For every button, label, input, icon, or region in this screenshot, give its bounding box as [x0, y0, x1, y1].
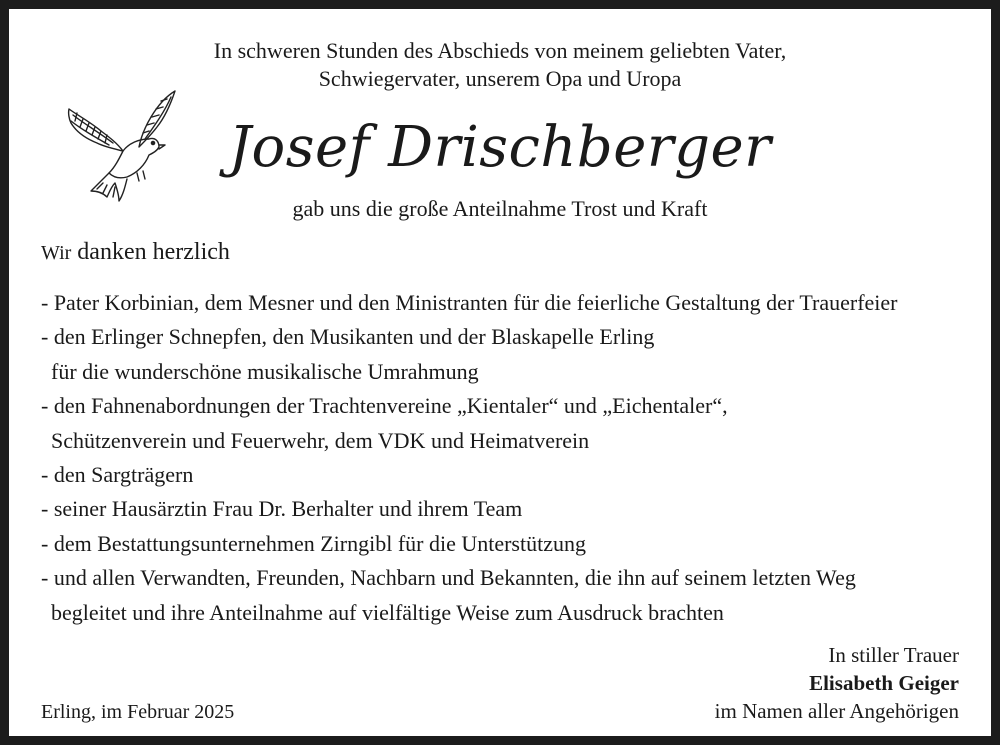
signature-line-3: im Namen aller Angehörigen: [714, 699, 959, 723]
subline: gab uns die große Anteilnahme Trost und Kraft: [292, 196, 708, 221]
list-item-continuation: für die wunderschöne musikalische Umrahmung: [51, 358, 479, 384]
signature-line-1: In stiller Trauer: [828, 643, 959, 667]
list-item: - den Fahnenabordnungen der Trachtenvereine „Kientaler“ und „Eichentaler“,: [41, 393, 728, 419]
place-date: Erling, im Februar 2025: [41, 701, 235, 723]
list-item: - dem Bestattungsunternehmen Zirngibl für die Unterstützung: [41, 530, 586, 556]
thanks-heading: [41, 237, 230, 268]
list-item-continuation: begleitet und ihre Anteilnahme auf vielfältige Weise zum Ausdruck brachten: [51, 599, 724, 625]
deceased-name: Josef Drischberger: [228, 115, 772, 180]
intro-text: [69, 37, 931, 93]
dove-icon: [57, 87, 187, 209]
list-item-continuation: Schützenverein und Feuerwehr, dem VDK und Heimatverein: [51, 427, 590, 453]
list-item: - seiner Hausärztin Frau Dr. Berhalter und ihrem Team: [41, 496, 523, 522]
thanks-text: danken herzlich: [77, 239, 230, 265]
list-item: - und allen Verwandten, Freunden, Nachbarn und Bekannten, die ihn auf seinem letzten Weg: [41, 565, 856, 591]
thanks-prefix: Wir: [41, 242, 72, 264]
thanks-list: [41, 286, 981, 630]
intro-line-2: Schwiegervater, unserem Opa und Uropa: [318, 66, 682, 91]
intro-line-1: In schweren Stunden des Abschieds von meinem geliebten Vater,: [213, 38, 787, 63]
list-item: - den Erlinger Schnepfen, den Musikanten und der Blaskapelle Erling: [41, 324, 655, 350]
list-item: - Pater Korbinian, dem Mesner und den Ministranten für die feierliche Gestaltung der Trauerfeier: [41, 290, 898, 315]
signature-name: Elisabeth Geiger: [809, 671, 959, 695]
list-item: - den Sargträgern: [41, 462, 194, 488]
signature-block: [715, 641, 959, 725]
